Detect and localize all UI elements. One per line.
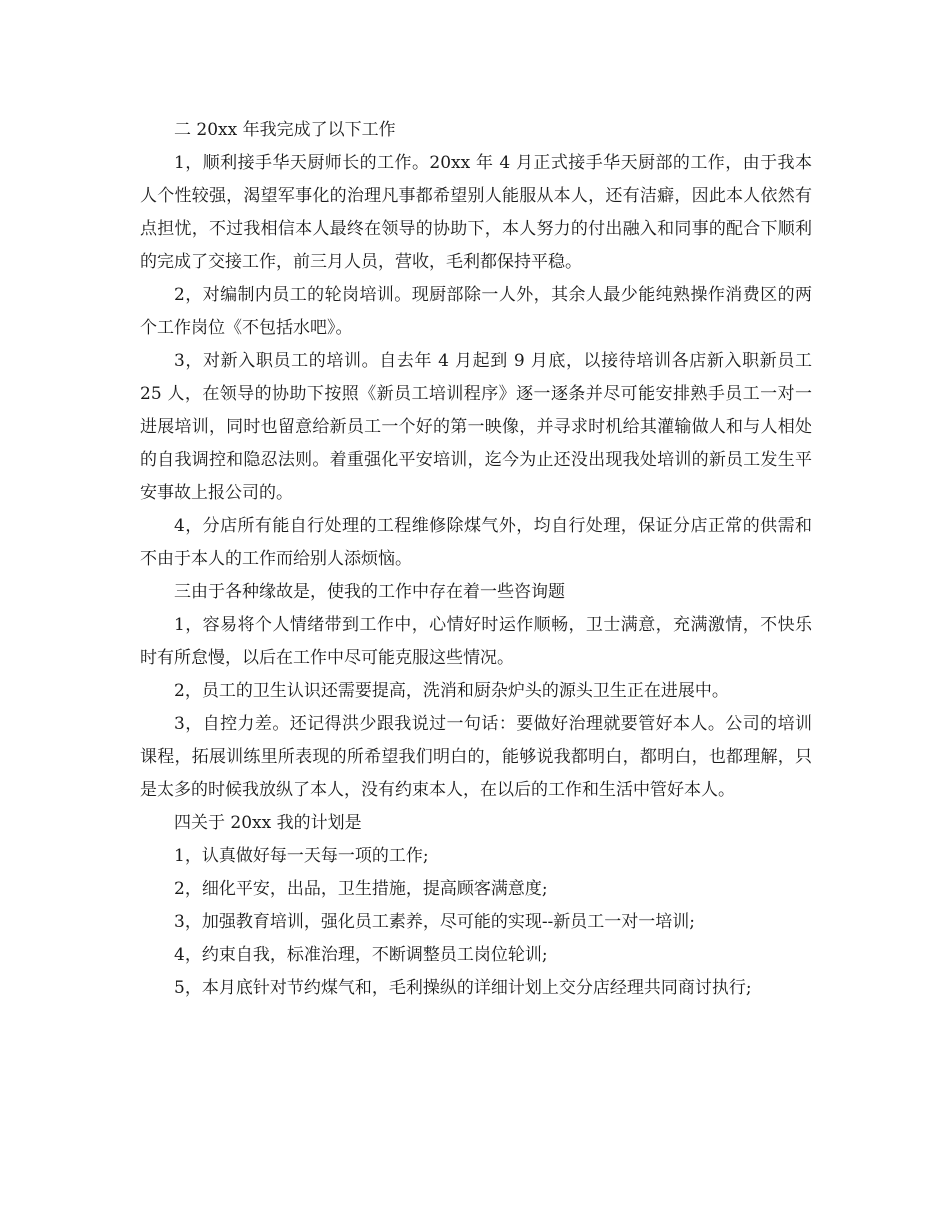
paragraph-problem-hygiene: 2，员工的卫生认识还需要提高，洗消和厨杂炉头的源头卫生正在进展中。	[174, 681, 729, 701]
section-heading-work-done: 二 20xx 年我完成了以下工作	[174, 120, 396, 140]
paragraph-problem-emotions: 1，容易将个人情绪带到工作中，心情好时运作顺畅，卫士满意，充满激情，不快乐时有所怠慢，以后在工作中尽可能克服这些情况。	[140, 615, 812, 668]
paragraph-rotation-training: 2，对编制内员工的轮岗培训。现厨部除一人外，其余人最少能纯熟操作消费区的两个工作岗位《不包括水吧》。	[140, 285, 812, 338]
list-item-plan-3: 3，加强教育培训，强化员工素养，尽可能的实现--新员工一对一培训;	[174, 912, 696, 932]
paragraph-problem-self-control: 3，自控力差。还记得洪少跟我说过一句话：要做好治理就要管好本人。公司的培训课程，拓展训练里所表现的所希望我们明白的，能够说我都明白，都明白，也都理解，只是太多的时候我放纵了本人，没有约束本人，在以后的工作和生活中管好本人。	[140, 714, 812, 800]
list-item-plan-2: 2，细化平安，出品，卫生措施，提高顾客满意度;	[174, 879, 548, 899]
section-heading-problems: 三由于各种缘故是，使我的工作中存在着一些咨询题	[174, 582, 565, 602]
section-heading-plans: 四关于 20xx 我的计划是	[174, 813, 362, 833]
paragraph-takeover-kitchen: 1，顺利接手华天厨师长的工作。20xx 年 4 月正式接手华天厨部的工作，由于我本人个性较强，渴望军事化的治理凡事都希望别人能服从本人，还有洁癖，因此本人依然有点担忧，不过我相信本人最终在领导的协助下，本人努力的付出融入和同事的配合下顺利的完成了交接工作，前三月人员，营收，毛利都保持平稳。	[140, 153, 812, 272]
list-item-plan-1: 1，认真做好每一天每一项的工作;	[174, 846, 429, 866]
list-item-plan-5: 5，本月底针对节约煤气和，毛利操纵的详细计划上交分店经理共同商讨执行;	[174, 978, 752, 998]
document-body	[140, 114, 812, 1005]
paragraph-maintenance: 4，分店所有能自行处理的工程维修除煤气外，均自行处理，保证分店正常的供需和不由于本人的工作而给别人添烦恼。	[140, 516, 812, 569]
paragraph-new-staff-training: 3，对新入职员工的培训。自去年 4 月起到 9 月底，以接待培训各店新入职新员工 25 人，在领导的协助下按照《新员工培训程序》逐一逐条并尽可能安排熟手员工一对一进展培训，同时也留意给新员工一个好的第一映像，并寻求时机给其灌输做人和与人相处的自我调控和隐忍法则。着重强化平安培训，迄今为止还没出现我处培训的新员工发生平安事故上报公司的。	[140, 351, 812, 503]
list-item-plan-4: 4，约束自我，标准治理，不断调整员工岗位轮训;	[174, 945, 548, 965]
